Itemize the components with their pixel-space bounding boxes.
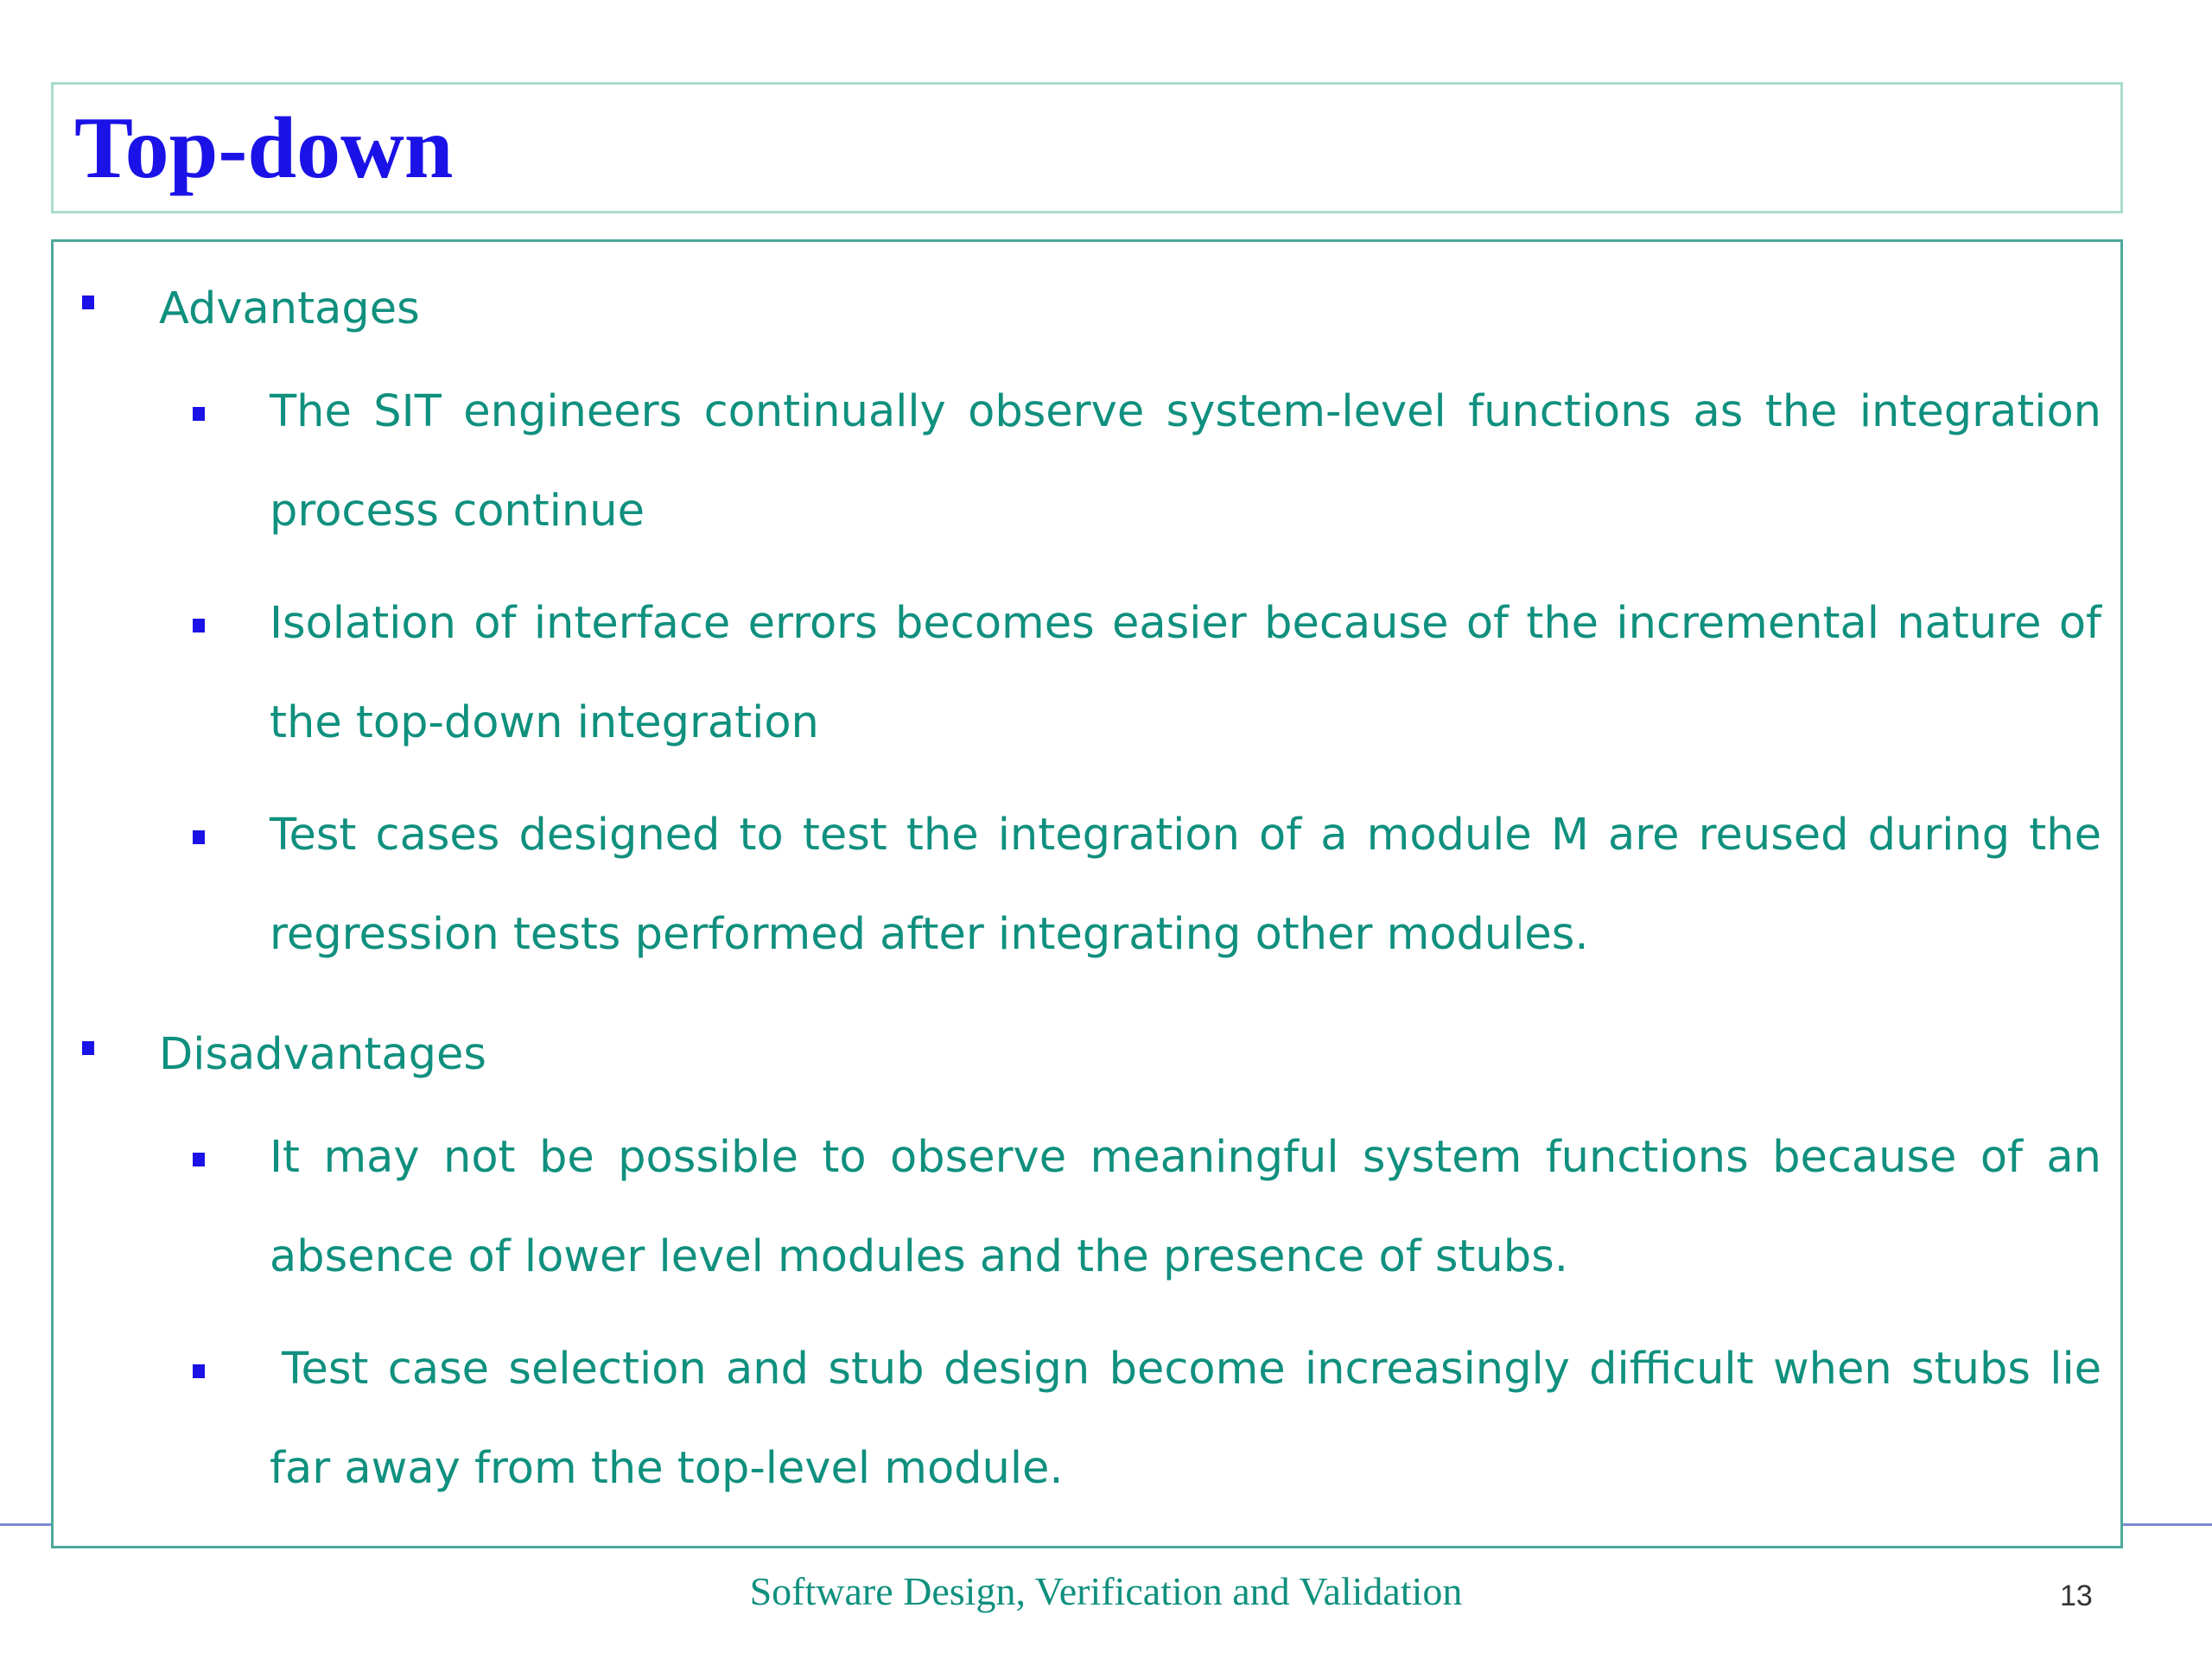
bullet-icon xyxy=(82,1041,94,1055)
slide-title: Top-down xyxy=(74,99,454,197)
advantage-item: Isolation of interface errors becomes easier because of the incremental nature of the top-down integration xyxy=(270,598,2101,748)
bullet-icon xyxy=(193,619,205,632)
footer-rule-left xyxy=(0,1523,54,1526)
bullet-icon xyxy=(82,296,94,309)
title-box xyxy=(51,82,2123,213)
advantage-item: Test cases designed to test the integration of a module M are reused during the regression tests performed after integrating other modules. xyxy=(270,810,2101,960)
section-label-advantages: Advantages xyxy=(159,283,420,334)
footer-rule-right xyxy=(2123,1523,2212,1526)
bullet-icon xyxy=(193,1364,205,1378)
page-number: 13 xyxy=(2060,1580,2093,1612)
disadvantage-item: It may not be possible to observe meaningful system functions because of an absence of lower level modules and the presence of stubs. xyxy=(270,1132,2101,1282)
bullet-icon xyxy=(193,1153,205,1166)
bullet-icon xyxy=(193,407,205,421)
content-box xyxy=(51,239,2123,1548)
advantage-item: The SIT engineers continually observe system-level functions as the integration process continue xyxy=(270,386,2101,537)
disadvantage-item: Test case selection and stub design become increasingly difficult when stubs lie far away from the top-level module. xyxy=(270,1344,2101,1494)
section-label-disadvantages: Disadvantages xyxy=(159,1029,486,1080)
footer-course-title: Software Design, Verification and Validation xyxy=(749,1569,1463,1613)
bullet-icon xyxy=(193,830,205,844)
